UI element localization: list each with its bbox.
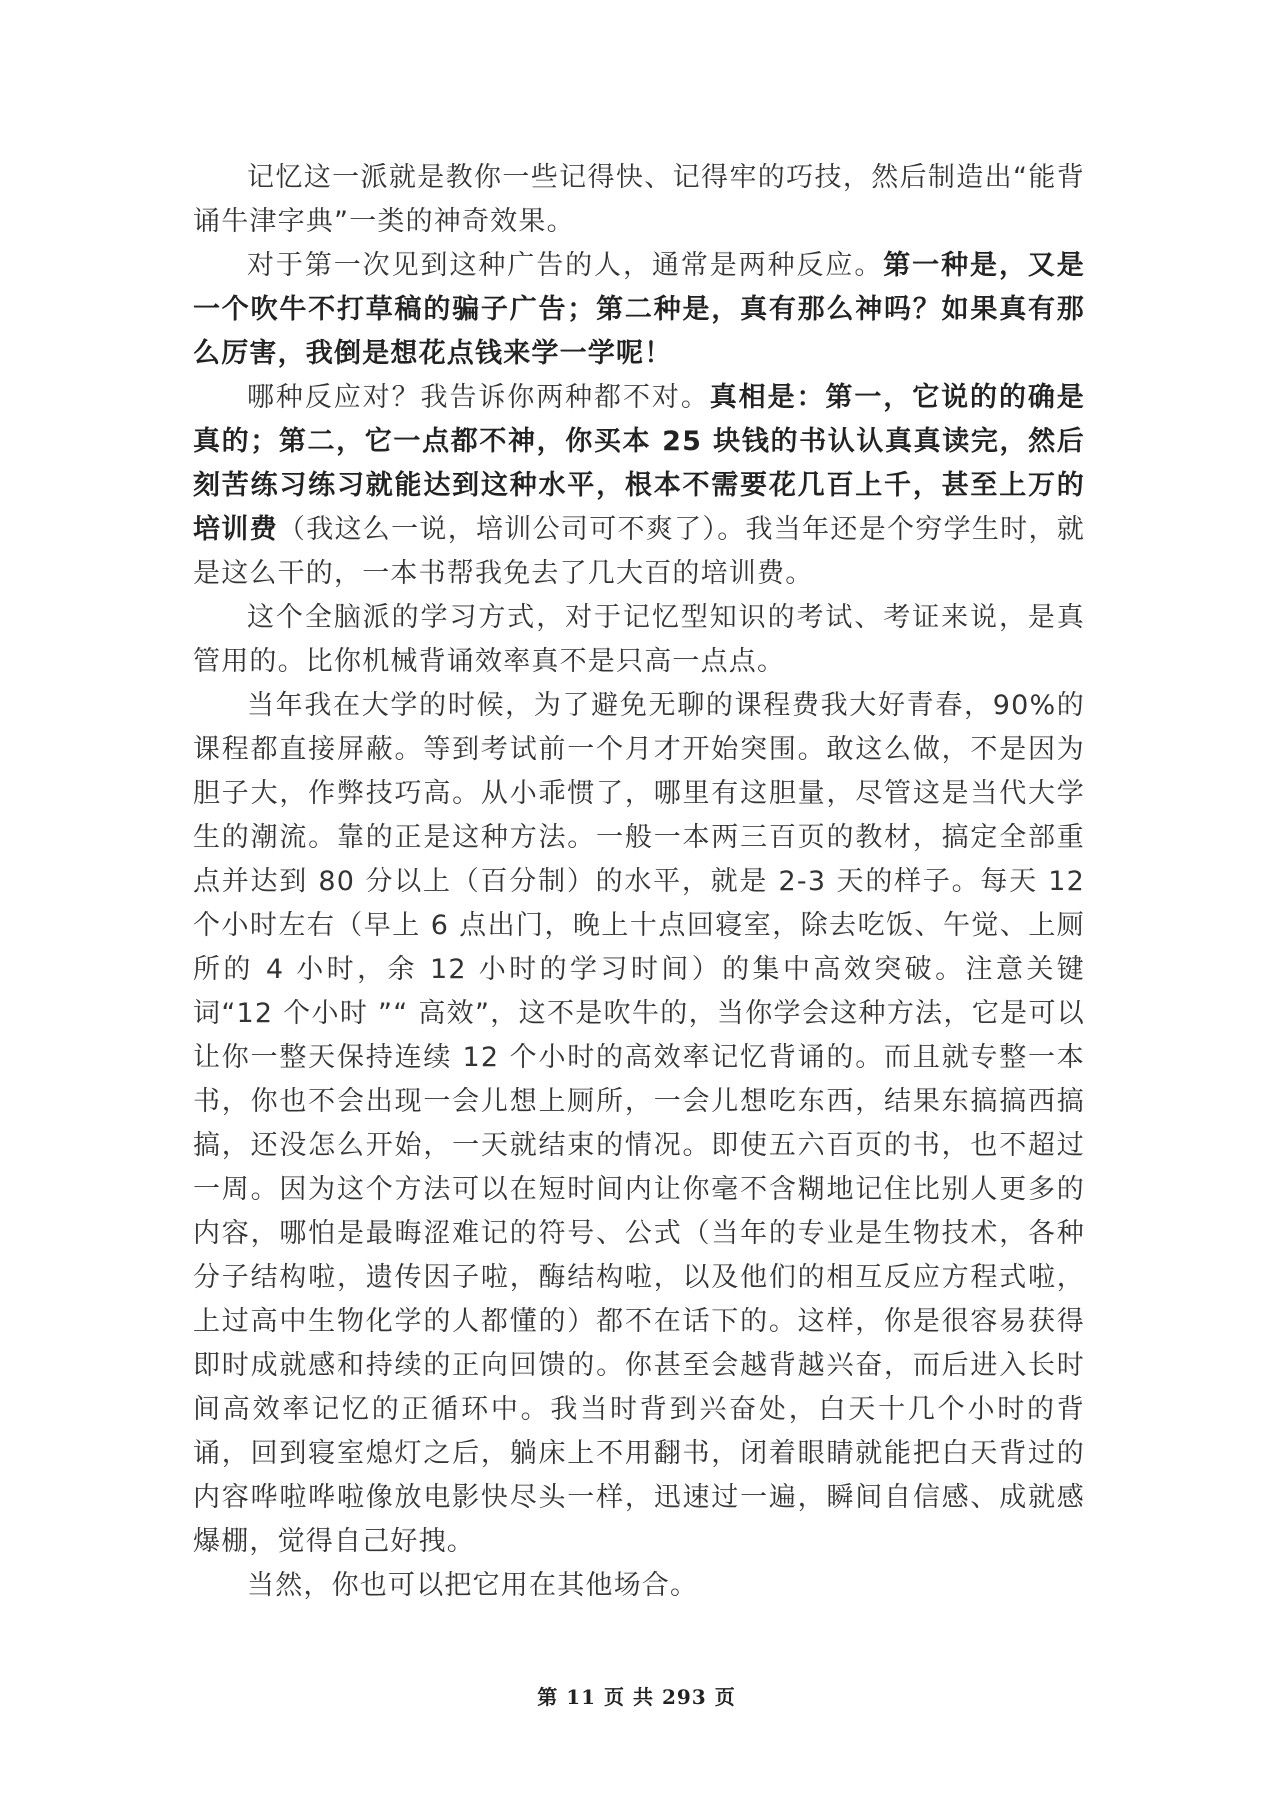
paragraph bbox=[193, 1564, 1085, 1608]
text-segment: 哪种反应对？我告诉你两种都不对。 bbox=[247, 382, 710, 413]
bold-text-segment: 真相是：第一，它说的的确是真的；第二，它一点都不神，你买本 25 块钱的书认认真真读完，然后刻苦练习练习就能达到这种水平，根本不需要花几百上千，甚至上万的培训费 bbox=[193, 382, 1086, 545]
page-number-footer: 第 11 页 共 293 页 bbox=[537, 1685, 736, 1709]
paragraph bbox=[193, 684, 1085, 1564]
paragraph bbox=[193, 244, 1085, 376]
text-segment: 对于第一次见到这种广告的人，通常是两种反应。 bbox=[247, 250, 884, 281]
text-segment: 当年我在大学的时候，为了避免无聊的课程费我大好青春，90%的课程都直接屏蔽。等到考试前一个月才开始突围。敢这么做，不是因为胆子大，作弊技巧高。从小乖惯了，哪里有这胆量，尽管这是当代大学生的潮流。靠的正是这种方法。一般一本两三百页的教材，搞定全部重点并达到 80 分以上（百分制）的水平，就是 2-3 天的样子。每天 12 个小时左右（早上 6 点出门，晚上十点回寝室，除去吃饭、午觉、上厕所的 4 小时，余 12 小时的学习时间）的集中高效突破。注意关键词“12 个小时 ”“ 高效”，这不是吹牛的，当你学会这种方法，它是可以让你一整天保持连续 12 个小时的高效率记忆背诵的。而且就专整一本书，你也不会出现一会儿想上厕所，一会儿想吃东西，结果东搞搞西搞搞，还没怎么开始，一天就结束的情况。即使五六百页的书，也不超过一周。因为这个方法可以在短时间内让你毫不含糊地记住比别人更多的内容，哪怕是最晦涩难记的符号、公式（当年的专业是生物技术，各种分子结构啦，遗传因子啦，酶结构啦，以及他们的相互反应方程式啦，上过高中生物化学的人都懂的）都不在话下的。这样，你是很容易获得即时成就感和持续的正向回馈的。你甚至会越背越兴奋，而后进入长时间高效率记忆的正循环中。我当时背到兴奋处，白天十几个小时的背诵，回到寝室熄灯之后，躺床上不用翻书，闭着眼睛就能把白天背过的内容哗啦哗啦像放电影快尽头一样，迅速过一遍，瞬间自信感、成就感爆棚，觉得自己好拽。 bbox=[193, 690, 1085, 1557]
text-segment: 记忆这一派就是教你一些记得快、记得牢的巧技，然后制造出“能背诵牛津字典”一类的神奇效果。 bbox=[193, 162, 1085, 237]
paragraph bbox=[193, 596, 1085, 684]
text-segment: （我这么一说，培训公司可不爽了）。我当年还是个穷学生时，就是这么干的，一本书帮我免去了几大百的培训费。 bbox=[193, 514, 1085, 589]
paragraph bbox=[193, 376, 1085, 596]
text-segment: 这个全脑派的学习方式，对于记忆型知识的考试、考证来说，是真管用的。比你机械背诵效率真不是只高一点点。 bbox=[193, 602, 1085, 677]
bold-text-segment: 第一种是，又是一个吹牛不打草稿的骗子广告；第二种是，真有那么神吗？如果真有那么厉害，我倒是想花点钱来学一学呢！ bbox=[193, 250, 1085, 369]
paragraph bbox=[193, 156, 1085, 244]
text-segment: 当然，你也可以把它用在其他场合。 bbox=[247, 1570, 699, 1601]
body-text bbox=[193, 156, 1085, 1608]
